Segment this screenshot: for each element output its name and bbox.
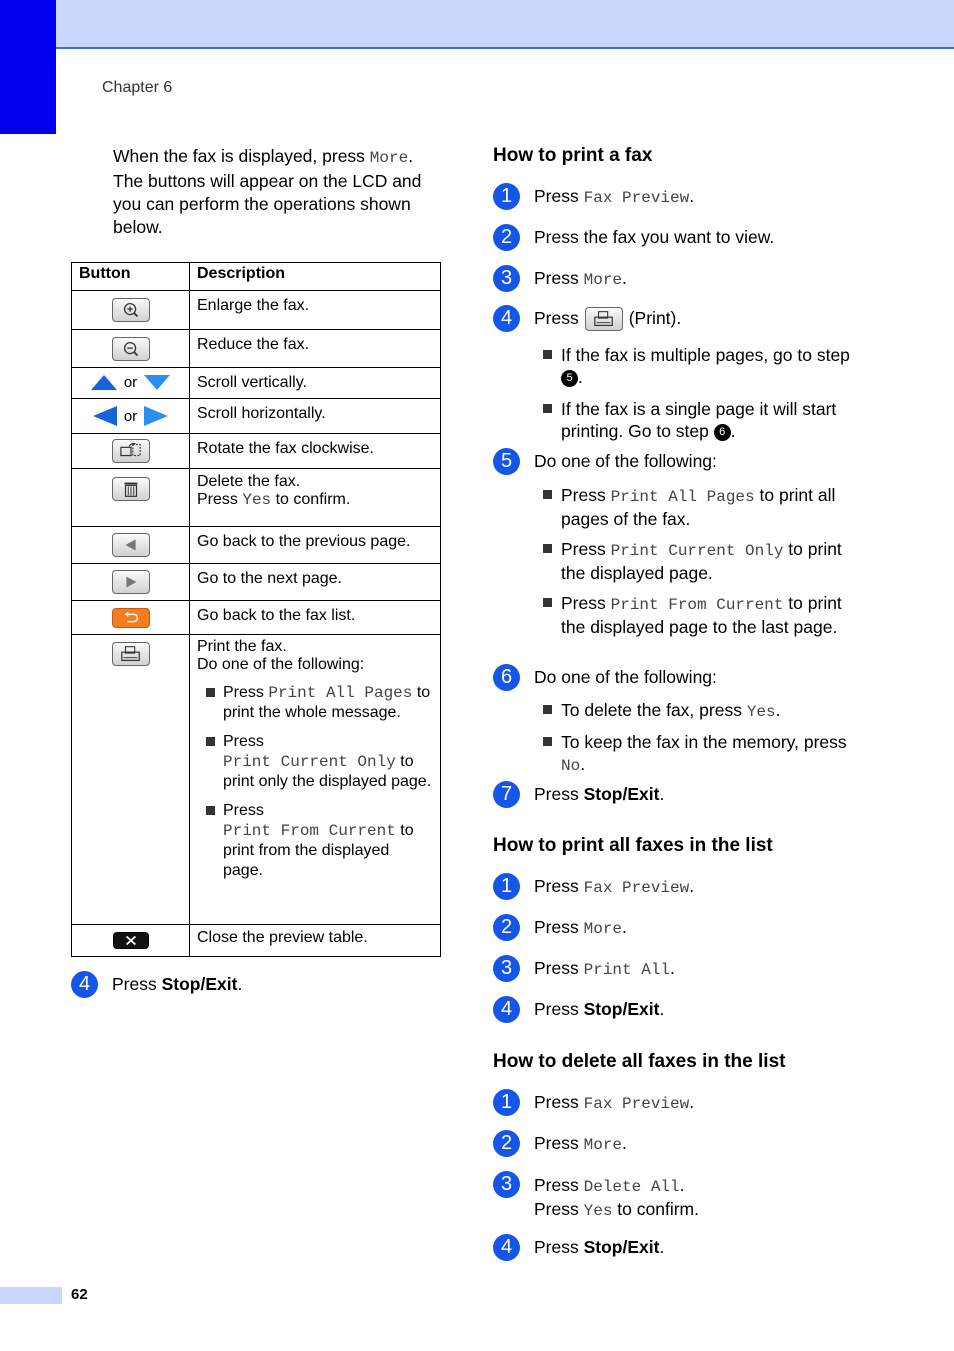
table-row (72, 434, 441, 469)
close-icon (113, 932, 149, 949)
step-2: 2 Press More. (493, 914, 627, 941)
zoom-out-icon (112, 337, 150, 361)
button-table (71, 262, 441, 957)
list-item: Press Print From Current to print from the displayed page. (197, 801, 433, 881)
table-row: or Scroll horizontally. (72, 399, 441, 434)
desc-rotate: Rotate the fax clockwise. (190, 434, 441, 469)
page-number: 62 (71, 1286, 88, 1303)
back-icon (112, 608, 150, 628)
list-item: Press Print Current Only to print only the displayed page. (197, 732, 433, 792)
table-row (72, 564, 441, 601)
table-row (72, 330, 441, 368)
desc-zoom-out: Reduce the fax. (190, 330, 441, 368)
table-row (72, 635, 441, 925)
table-row (72, 925, 441, 957)
table-header (72, 263, 441, 291)
step-1: 1 Press Fax Preview. (493, 183, 694, 210)
desc-next: Go to the next page. (190, 564, 441, 601)
trash-icon (112, 477, 150, 501)
step-4: 4 Press Stop/Exit. (493, 996, 664, 1023)
step-4: 4 Press Stop/Exit. (493, 1234, 664, 1261)
previous-page-icon (112, 533, 150, 557)
desc-previous: Go back to the previous page. (190, 527, 441, 564)
intro-text: When the fax is displayed, press More. The buttons will appear on the LCD and you can perform the operations shown below. (113, 146, 422, 237)
desc-scroll-vertical: Scroll vertically. (190, 368, 441, 399)
desc-delete: Delete the fax. Press Yes to confirm. (190, 469, 441, 527)
step-1: 1 Press Fax Preview. (493, 1089, 694, 1116)
desc-close: Close the preview table. (190, 925, 441, 957)
step-7: 7 Press Stop/Exit. (493, 781, 664, 808)
step-3: 3 Press Delete All. Press Yes to confirm. (493, 1171, 699, 1222)
table-row: or Scroll vertically. (72, 368, 441, 399)
list-item: Press Print From Current to print the displayed page to the last page. (543, 592, 863, 638)
desc-print: Print the fax. Do one of the following: Press Print All Pages to print the whole message. Press Print Current Only to print only the displayed page. Press Print From Current to print from the displayed page. (190, 635, 441, 925)
list-item: Press Print All Pages to print all pages of the fax. (543, 484, 863, 530)
arrow-down-icon (143, 374, 171, 391)
left-step-4: 4 Press Stop/Exit. (71, 971, 242, 998)
step-1: 1 Press Fax Preview. (493, 873, 694, 900)
step-2: 2 Press the fax you want to view. (493, 224, 774, 251)
arrow-right-icon (143, 405, 169, 427)
list-item: If the fax is a single page it will start printing. Go to step 6 . (543, 398, 863, 442)
step-5: 5 Do one of the following: (493, 448, 717, 475)
footer-band (0, 1287, 62, 1304)
chapter-label: Chapter 6 (102, 79, 173, 96)
desc-back: Go back to the fax list. (190, 601, 441, 635)
desc-scroll-horizontal: Scroll horizontally. (190, 399, 441, 434)
rotate-icon (112, 439, 150, 463)
col-description: Description (190, 263, 441, 291)
step-3: 3 Press More. (493, 265, 627, 292)
print-icon (585, 307, 623, 331)
arrow-up-icon (90, 374, 118, 391)
zoom-in-icon (112, 298, 150, 322)
step-2: 2 Press More. (493, 1130, 627, 1157)
step-4: 4 Press (Print). (493, 305, 681, 332)
list-item: To delete the fax, press Yes. (543, 699, 863, 723)
heading-delete-all: How to delete all faxes in the list (493, 1051, 786, 1072)
col-button: Button (72, 263, 190, 291)
chapter-tab (0, 0, 56, 134)
table-row (72, 291, 441, 330)
list-item: Press Print Current Only to print the displayed page. (543, 538, 863, 584)
step-3: 3 Press Print All. (493, 955, 675, 982)
list-item: Press Print All Pages to print the whole message. (197, 683, 433, 723)
desc-zoom-in: Enlarge the fax. (190, 291, 441, 330)
table-row (72, 601, 441, 635)
table-row (72, 469, 441, 527)
arrow-left-icon (92, 405, 118, 427)
next-page-icon (112, 570, 150, 594)
print-icon (112, 642, 150, 666)
step-6: 6 Do one of the following: (493, 664, 717, 691)
table-row (72, 527, 441, 564)
heading-print-all: How to print all faxes in the list (493, 835, 773, 856)
heading-print-fax: How to print a fax (493, 145, 653, 166)
list-item: To keep the fax in the memory, press No. (543, 731, 863, 777)
header-band (56, 0, 954, 49)
list-item: If the fax is multiple pages, go to step 5 . (543, 344, 863, 388)
